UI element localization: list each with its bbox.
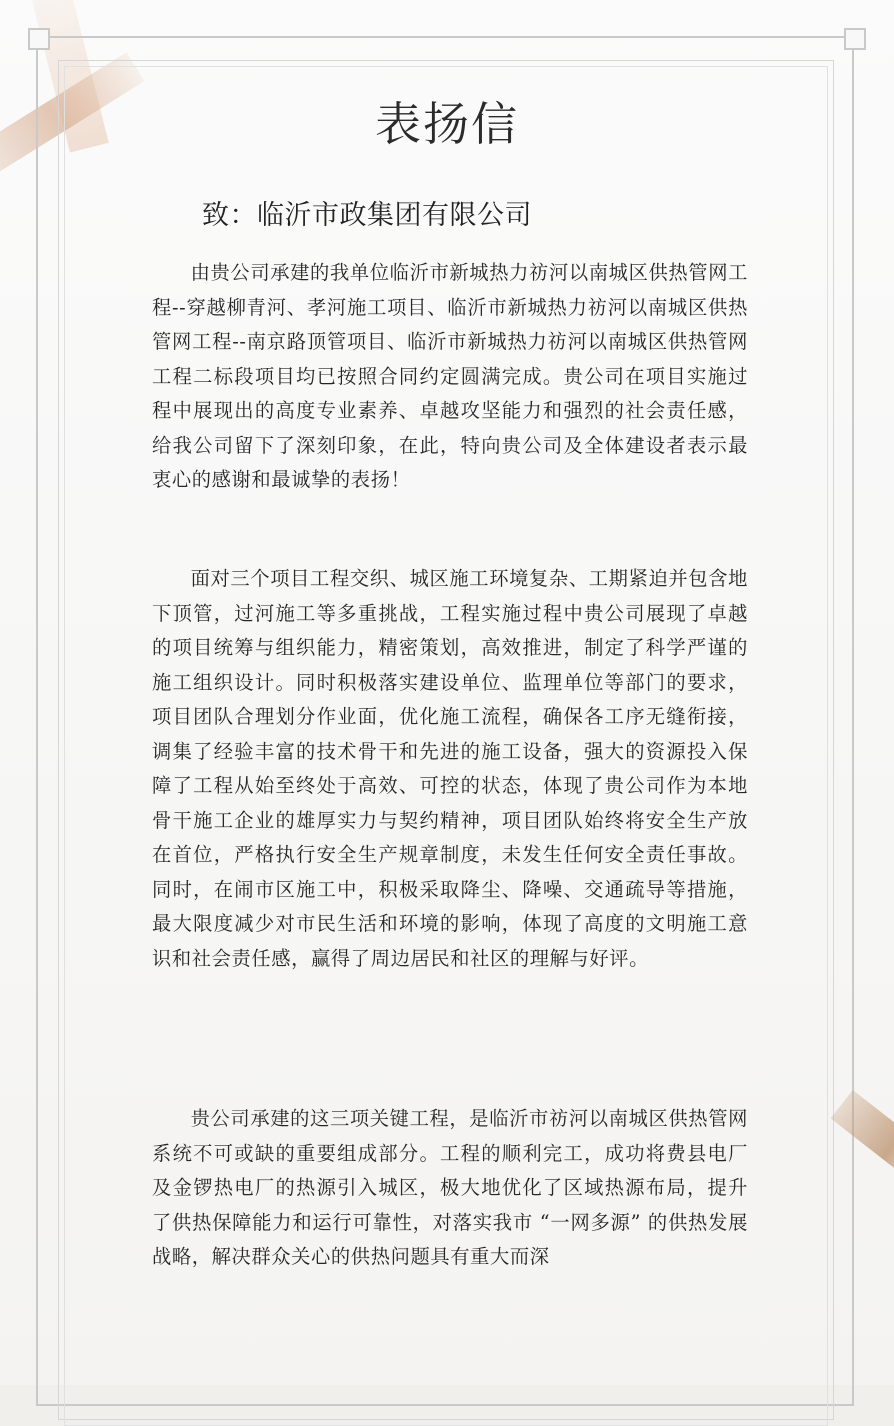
- letter-salutation: 致：临沂市政集团有限公司: [202, 200, 532, 231]
- frame-corner-top-right: [844, 28, 866, 50]
- letter-paragraph-1: 由贵公司承建的我单位临沂市新城热力祊河以南城区供热管网工程--穿越柳青河、孝河施工项目、临沂市新城热力祊河以南城区供热管网工程--南京路顶管项目、临沂市新城热力祊河以南城区供热管网工程二标段项目均已按照合同约定圆满完成。贵公司在项目实施过程中展现出的高度专业素养、卓越攻坚能力和强烈的社会责任感，给我公司留下了深刻印象，在此，特向贵公司及全体建设者表示最衷心的感谢和最诚挚的表扬！: [152, 261, 748, 491]
- letter-paragraph-2: 面对三个项目工程交织、城区施工环境复杂、工期紧迫并包含地下顶管，过河施工等多重挑战，工程实施过程中贵公司展现了卓越的项目统筹与组织能力，精密策划，高效推进，制定了科学严谨的施工组织设计。同时积极落实建设单位、监理单位等部门的要求，项目团队合理划分作业面，优化施工流程，确保各工序无缝衔接，调集了经验丰富的技术骨干和先进的施工设备，强大的资源投入保障了工程从始至终处于高效、可控的状态，体现了贵公司作为本地骨干施工企业的雄厚实力与契约精神，项目团队始终将安全生产放在首位，严格执行安全生产规章制度，未发生任何安全责任事故。同时，在闹市区施工中，积极采取降尘、降噪、交通疏导等措施，最大限度减少对市民生活和环境的影响，体现了高度的文明施工意识和社会责任感，赢得了周边居民和社区的理解与好评。: [152, 567, 748, 970]
- frame-corner-top-left: [28, 28, 50, 50]
- letter-paragraph-3: 贵公司承建的这三项关键工程，是临沂市祊河以南城区供热管网系统不可或缺的重要组成部分。工程的顺利完工，成功将费县电厂及金锣热电厂的热源引入城区，极大地优化了区域热源布局，提升了供热保障能力和运行可靠性，对落实我市 “一网多源” 的供热发展战略，解决群众关心的供热问题具有重大而深: [152, 1107, 748, 1268]
- letter-title: 表扬信: [375, 97, 519, 151]
